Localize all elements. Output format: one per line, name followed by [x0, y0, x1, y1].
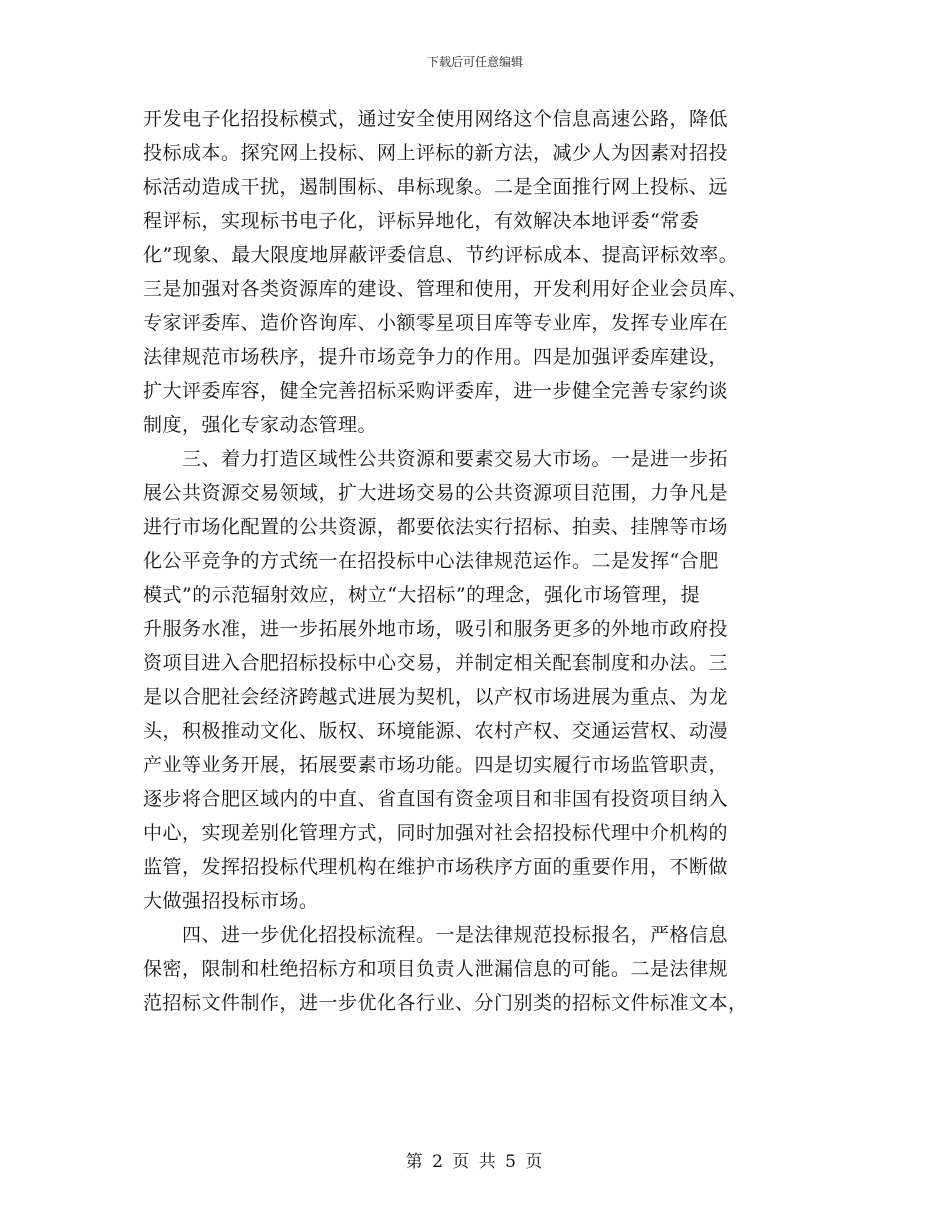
page-number-footer: 第 2 页 共 5 页: [405, 1152, 545, 1172]
body-line: 大做强招投标市场。: [143, 890, 319, 912]
body-line: 进行市场化配置的公共资源，都要依法实行招标、拍卖、挂牌等市场: [143, 516, 729, 538]
body-line: 三、着力打造区域性公共资源和要素交易大市场。一是进一步拓: [143, 448, 729, 470]
body-line: 模式”的示范辐射效应，树立“大招标”的理念，强化市场管理，提: [143, 584, 701, 606]
body-line: 逐步将合肥区域内的中直、省直国有资金项目和非国有投资项目纳入: [143, 788, 729, 810]
body-line: 专家评委库、造价咨询库、小额零星项目库等专业库，发挥专业库在: [143, 312, 729, 334]
body-line: 四、进一步优化招投标流程。一是法律规范投标报名，严格信息: [143, 924, 729, 946]
body-line: 范招标文件制作，进一步优化各行业、分门别类的招标文件标准文本，: [143, 992, 748, 1014]
body-line: 是以合肥社会经济跨越式进展为契机，以产权市场进展为重点、为龙: [143, 686, 729, 708]
body-line: 化公平竞争的方式统一在招投标中心法律规范运作。二是发挥“合肥: [143, 550, 719, 572]
body-line: 监管，发挥招投标代理机构在维护市场秩序方面的重要作用，不断做: [143, 856, 729, 878]
body-line: 产业等业务开展，拓展要素市场功能。四是切实履行市场监管职责，: [143, 754, 729, 776]
body-line: 法律规范市场秩序，提升市场竞争力的作用。四是加强评委库建设，: [143, 346, 729, 368]
body-line: 制度，强化专家动态管理。: [143, 414, 378, 436]
body-line: 中心，实现差别化管理方式，同时加强对社会招投标代理中介机构的: [143, 822, 729, 844]
body-line: 保密，限制和杜绝招标方和项目负责人泄漏信息的可能。二是法律规: [143, 958, 729, 980]
page-header: 下载后可任意编辑: [426, 55, 523, 69]
body-line: 开发电子化招投标模式，通过安全使用网络这个信息高速公路，降低: [143, 108, 729, 130]
body-line: 三是加强对各类资源库的建设、管理和使用，开发利用好企业会员库、: [143, 278, 748, 300]
body-line: 程评标，实现标书电子化，评标异地化，有效解决本地评委“常委: [143, 210, 700, 232]
body-line: 资项目进入合肥招标投标中心交易，并制定相关配套制度和办法。三: [143, 652, 729, 674]
body-line: 标活动造成干扰，遏制围标、串标现象。二是全面推行网上投标、远: [143, 176, 729, 198]
body-line: 升服务水准，进一步拓展外地市场，吸引和服务更多的外地市政府投: [143, 618, 729, 640]
body-line: 扩大评委库容，健全完善招标采购评委库，进一步健全完善专家约谈: [143, 380, 729, 402]
body-line: 投标成本。探究网上投标、网上评标的新方法，减少人为因素对招投: [143, 142, 729, 164]
body-line: 头，积极推动文化、版权、环境能源、农村产权、交通运营权、动漫: [143, 720, 729, 742]
document-body: [143, 102, 813, 1020]
body-line: 展公共资源交易领域，扩大进场交易的公共资源项目范围，力争凡是: [143, 482, 729, 504]
body-line: 化”现象、最大限度地屏蔽评委信息、节约评标成本、提高评标效率。: [143, 244, 739, 266]
